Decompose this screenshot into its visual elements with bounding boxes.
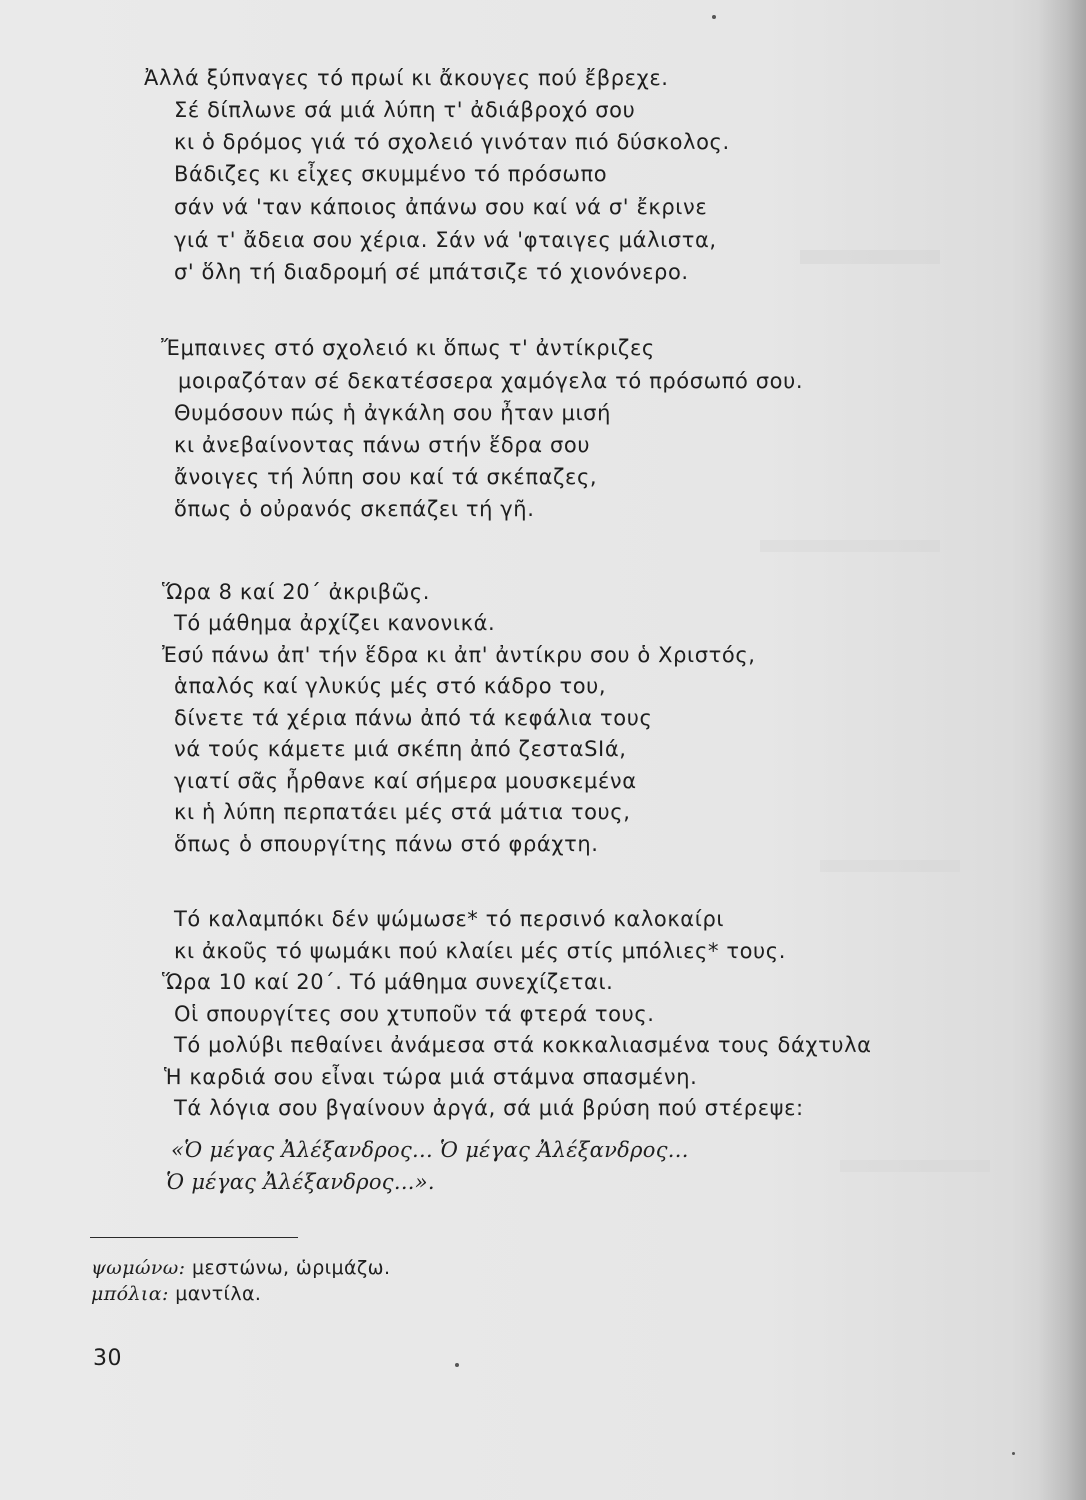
poem-line: γιά τ' ἄδεια σου χέρια. Σάν νά 'φταιγες μάλιστα, xyxy=(174,228,717,252)
footnote-term: μπόλια: xyxy=(91,1283,169,1305)
page-number: 30 xyxy=(93,1346,122,1371)
poem-line: Τό μάθημα ἀρχίζει κανονικά. xyxy=(174,611,496,635)
poem-line: κι ἀνεβαίνοντας πάνω στήν ἕδρα σου xyxy=(174,433,591,457)
poem-line: Θυμόσουν πώς ἡ ἀγκάλη σου ἦταν μισή xyxy=(174,401,611,425)
scan-speck xyxy=(712,15,716,19)
bleed-through-mark xyxy=(820,860,960,872)
footnote-definition: μαντίλα. xyxy=(175,1283,262,1305)
poem-line: ἁπαλός καί γλυκύς μές στό κάδρο του, xyxy=(174,674,607,698)
poem-line: Βάδιζες κι εἶχες σκυμμένο τό πρόσωπο xyxy=(174,162,608,186)
poem-line: Σέ δίπλωνε σά μιά λύπη τ' ἀδιάβροχό σου xyxy=(174,98,636,122)
poem-line: σ' ὅλη τή διαδρομή σέ μπάτσιζε τό χιονόνερο. xyxy=(174,260,689,284)
poem-line: σάν νά 'ταν κάποιος ἀπάνω σου καί νά σ' ἔκρινε xyxy=(174,195,708,219)
poem-line: Ἡ καρδιά σου εἶναι τώρα μιά στάμνα σπασμένη. xyxy=(164,1065,698,1089)
footnote xyxy=(91,1255,390,1281)
poem-line: Τά λόγια σου βγαίνουν ἀργά, σά μιά βρύση πού στέρεψε: xyxy=(174,1096,804,1120)
poem-line: ὅπως ὁ οὐρανός σκεπάζει τή γῆ. xyxy=(174,497,535,521)
poem-line: νά τούς κάμετε μιά σκέπη ἀπό ζεσταSIά, xyxy=(174,737,627,761)
poem-line: κι ὁ δρόμος γιά τό σχολειό γινόταν πιό δύσκολος. xyxy=(174,130,730,154)
footnote-definition: μεστώνω, ὡριμάζω. xyxy=(191,1257,391,1279)
bleed-through-mark xyxy=(840,1160,990,1172)
scan-speck xyxy=(1012,1452,1015,1455)
footnote-term: ψωμώνω: xyxy=(91,1257,186,1279)
poem-line: Ὥρα 8 καί 20΄ ἀκριβῶς. xyxy=(162,580,431,604)
poem-line: Ἀλλά ξύπναγες τό πρωί κι ἄκουγες πού ἔβρεχε. xyxy=(144,66,669,90)
poem-line: κι ἀκοῦς τό ψωμάκι πού κλαίει μές στίς μπόλιες* τους. xyxy=(174,939,786,963)
bleed-through-mark xyxy=(800,250,940,264)
poem-line: ὅπως ὁ σπουργίτης πάνω στό φράχτη. xyxy=(174,832,599,856)
poem-line: γιατί σᾶς ἦρθανε καί σήμερα μουσκεμένα xyxy=(174,769,637,793)
poem-line: Οἱ σπουργίτες σου χτυποῦν τά φτερά τους. xyxy=(174,1002,655,1026)
poem-line: μοιραζόταν σέ δεκατέσσερα χαμόγελα τό πρόσωπό σου. xyxy=(178,369,804,393)
footnote xyxy=(91,1281,261,1307)
poem-line: Τό μολύβι πεθαίνει ἀνάμεσα στά κοκκαλιασμένα τους δάχτυλα xyxy=(174,1033,872,1057)
poem-line: ἄνοιγες τή λύπη σου καί τά σκέπαζες, xyxy=(174,465,598,489)
footnote-rule xyxy=(90,1237,298,1238)
quote-line: Ὁ μέγας Ἀλέξανδρος...». xyxy=(166,1170,435,1194)
poem-line: κι ἡ λύπη περπατάει μές στά μάτια τους, xyxy=(174,800,631,824)
book-spine-shadow xyxy=(1038,0,1086,1500)
poem-line: Ὥρα 10 καί 20΄. Τό μάθημα συνεχίζεται. xyxy=(162,970,614,994)
bleed-through-mark xyxy=(760,540,940,552)
scan-speck xyxy=(455,1363,459,1367)
quote-line: «Ὁ μέγας Ἀλέξανδρος... Ὁ μέγας Ἀλέξανδρος... xyxy=(171,1138,689,1162)
poem-line: Ἐσύ πάνω ἀπ' τήν ἕδρα κι ἀπ' ἀντίκρυ σου ὁ Χριστός, xyxy=(162,643,756,667)
poem-line: δίνετε τά χέρια πάνω ἀπό τά κεφάλια τους xyxy=(174,706,653,730)
poem-line: Τό καλαμπόκι δέν ψώμωσε* τό περσινό καλοκαίρι xyxy=(174,907,725,931)
poem-line: Ἔμπαινες στό σχολειό κι ὅπως τ' ἀντίκριζες xyxy=(161,336,655,360)
